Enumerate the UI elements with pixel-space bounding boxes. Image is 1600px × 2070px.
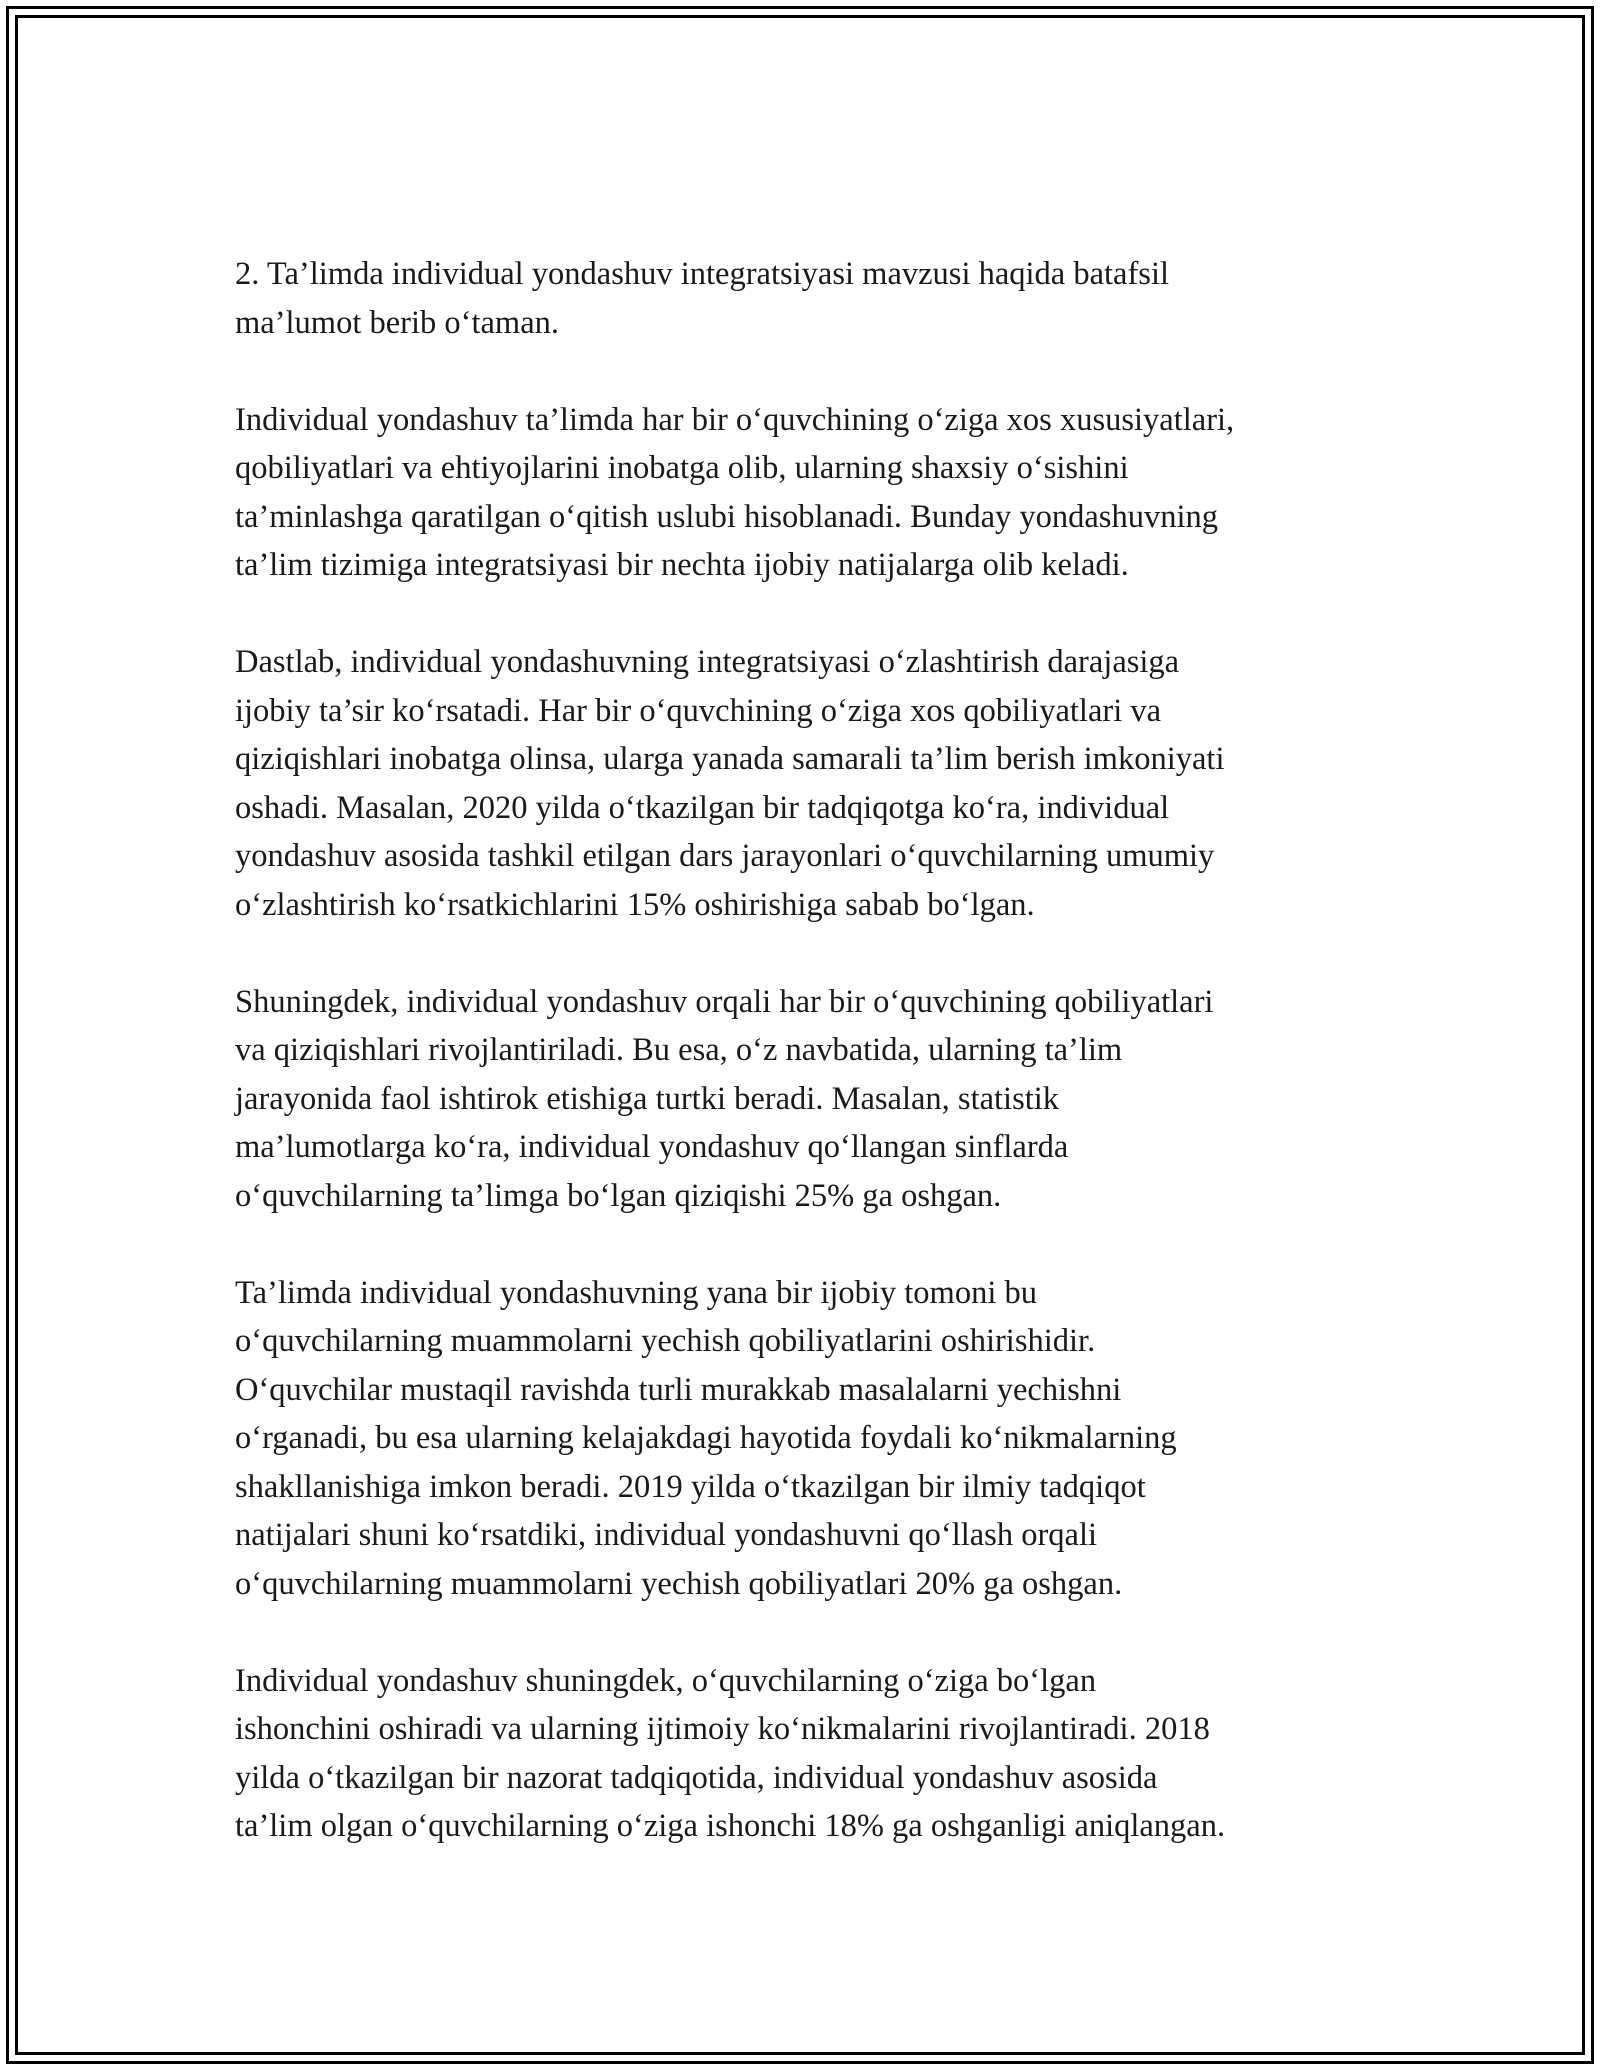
- paragraph-introduction: Individual yondashuv ta’limda har bir o‘quvchining o‘ziga xos xususiyatlari, qobiliyatlari va ehtiyojlarini inobatga olib, ularning shaxsiy o‘sishini ta’minlashga qaratilgan o‘qitish uslubi hisoblanadi. Bunday yondashuvning ta’lim tizimiga integratsiyasi bir nechta ijobiy natijalarga olib keladi.: [235, 401, 1235, 583]
- paragraph-self-confidence: Individual yondashuv shuningdek, o‘quvchilarning o‘ziga bo‘lgan ishonchini oshiradi va ularning ijtimoiy ko‘nikmalarini rivojlantiradi. 2018 yilda o‘tkazilgan bir nazorat tadqiqotida, individual yondashuv asosida ta’lim olgan o‘quvchilarning o‘ziga ishonchi 18% ga oshganligi aniqlangan.: [235, 1662, 1226, 1844]
- paragraph-problem-solving: Ta’limda individual yondashuvning yana bir ijobiy tomoni bu o‘quvchilarning muammolarni yechish qobiliyatlarini oshirishidir. O‘quvchilar mustaqil ravishda turli murakkab masalalarni yechishni o‘rganadi, bu esa ularning kelajakdagi hayotida foydali ko‘nikmalarning shakllanishiga imkon beradi. 2019 yilda o‘tkazilgan bir ilmiy tadqiqot natijalari shuni ko‘rsatdiki, individual yondashuvni qo‘llash orqali o‘quvchilarning muammolarni yechish qobiliyatlari 20% ga oshgan.: [235, 1274, 1177, 1602]
- document-body: [235, 250, 1375, 1851]
- paragraph-abilities-interests: Shuningdek, individual yondashuv orqali har bir o‘quvchining qobiliyatlari va qiziqishlari rivojlantiriladi. Bu esa, o‘z navbatida, ularning ta’lim jarayonida faol ishtirok etishiga turtki beradi. Masalan, statistik ma’lumotlarga ko‘ra, individual yondashuv qo‘llangan sinflarda o‘quvchilarning ta’limga bo‘lgan qiziqishi 25% ga oshgan.: [235, 983, 1214, 1214]
- heading-paragraph: 2. Ta’limda individual yondashuv integratsiyasi mavzusi haqida batafsil ma’lumot berib o‘taman.: [235, 256, 1170, 341]
- paragraph-mastery-level: Dastlab, individual yondashuvning integratsiyasi o‘zlashtirish darajasiga ijobiy ta’sir ko‘rsatadi. Har bir o‘quvchining o‘ziga xos qobiliyatlari va qiziqishlari inobatga olinsa, ularga yanada samarali ta’lim berish imkoniyati oshadi. Masalan, 2020 yilda o‘tkazilgan bir tadqiqotga ko‘ra, individual yondashuv asosida tashkil etilgan dars jarayonlari o‘quvchilarning umumiy o‘zlashtirish ko‘rsatkichlarini 15% oshirishiga sabab bo‘lgan.: [235, 644, 1225, 923]
